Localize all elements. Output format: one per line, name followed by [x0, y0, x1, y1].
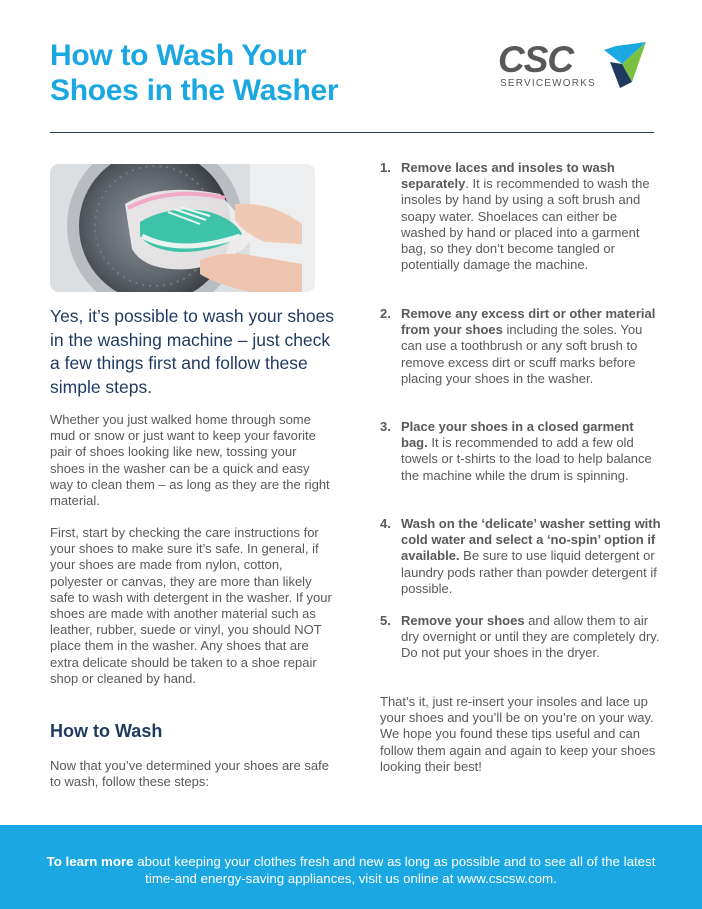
intro-paragraph: Whether you just walked home through some mud or snow or just want to keep your favorite pair of shoes looking like new, tossing your shoes in the washer can be a quick and easy way to clean them – as long as they are the right material.: [50, 412, 330, 509]
step-text: It is recommended to add a few old towels or t-shirts to the load to help balance the machine while the drum is spinning.: [401, 435, 652, 483]
footer-banner: [0, 825, 702, 909]
step-text: . It is recommended to wash the insoles by hand by using a soft brush and soapy water. Shoelaces can either be washed by hand or placed into a garment bag, so they don’t become tangled or potentially damage the machine.: [401, 176, 650, 273]
step-text: including the soles. You can use a toothbrush or any soft brush to remove excess dirt or scuff marks before placing your shoes in the washer.: [401, 322, 643, 386]
care-instructions-paragraph: First, start by checking the care instructions for your shoes to make sure it’s safe. In general, if your shoes are made from nylon, cotton, polyester or canvas, they are more than likely safe to wash with detergent in the washer. If your shoes are made with another material such as leather, rubber, suede or vinyl, you should NOT place them in the washer. Any shoes that are extra delicate should be taken to a shoe repair shop or cleaned by hand.: [50, 525, 332, 686]
footer-body: about keeping your clothes fresh and new as long as possible and to see all of the latest time-and energy-saving appliances, visit us online at www.cscsw.com.: [133, 854, 656, 886]
header-divider: [50, 132, 654, 133]
step-title: Wash on the ‘delicate’ washer setting with cold water and select a ‘no-spin’ option if available.: [401, 516, 661, 564]
how-to-wash-heading: How to Wash: [50, 721, 163, 741]
footer-text: [40, 853, 662, 887]
page-title: How to Wash Your Shoes in the Washer: [50, 39, 339, 107]
step-number: 4.: [380, 516, 391, 531]
step-title: Place your shoes in a closed garment bag.: [401, 419, 634, 451]
footer-bold-lead: To learn more: [46, 854, 134, 869]
step-number: 2.: [380, 306, 391, 321]
step-title: Remove your shoes: [401, 613, 525, 628]
step-item: [380, 613, 662, 662]
logo-wordmark: CSC: [498, 39, 574, 80]
logo-subtitle: SERVICEWORKS: [500, 78, 596, 89]
logo-check-icon: [602, 42, 648, 88]
step-text: and allow them to air dry overnight or until they are completely dry. Do not put your shoes in the dryer.: [401, 613, 660, 661]
step-number: 3.: [380, 419, 391, 434]
step-item: [380, 160, 662, 273]
step-text: Be sure to use liquid detergent or laundry pods rather than powder detergent if possible.: [401, 548, 657, 596]
closing-paragraph: That’s it, just re-insert your insoles and lace up your shoes and you’ll be on you’re on your way. We hope you found these tips useful and can follow them again and again to keep your shoes looking their best!: [380, 694, 656, 774]
csc-serviceworks-logo: [498, 40, 648, 92]
step-item: [380, 419, 662, 484]
step-title: Remove any excess dirt or other material from your shoes: [401, 306, 656, 338]
steps-intro-paragraph: Now that you’ve determined your shoes are safe to wash, follow these steps:: [50, 758, 329, 790]
step-number: 5.: [380, 613, 391, 628]
step-item: [380, 516, 662, 597]
step-title: Remove laces and insoles to wash separately: [401, 160, 615, 192]
step-number: 1.: [380, 160, 391, 175]
lead-statement: Yes, it’s possible to wash your shoes in the washing machine – just check a few things first and follow these simple steps.: [50, 306, 335, 397]
photo-illustration: [50, 164, 315, 292]
shoe-washing-photo: [50, 164, 315, 292]
step-item: [380, 306, 662, 387]
